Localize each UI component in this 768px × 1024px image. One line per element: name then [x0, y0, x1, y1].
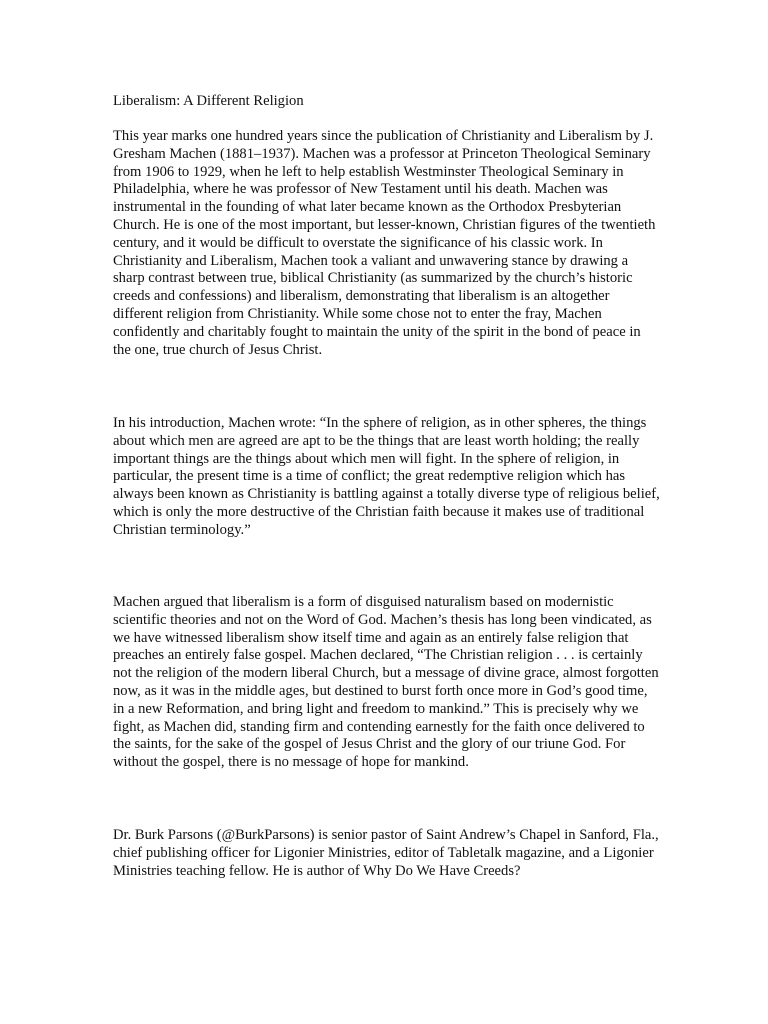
- paragraph-intro: This year marks one hundred years since the publication of Christianity and Liberalism by J. Gresham Machen (1881–1937). Machen was a professor at Princeton Theological Seminary from 1906 to 1929, when he left to help establish Westminster Theological Seminary in Philadelphia, where he was professor of New Testament until his death. Machen was instrumental in the founding of what later became known as the Orthodox Presbyterian Church. He is one of the most important, but lesser-known, Christian figures of the twentieth century, and it would be difficult to overstate the significance of his classic work. In Christianity and Liberalism, Machen took a valiant and unwavering stance by drawing a sharp contrast between true, biblical Christianity (as summarized by the church’s historic creeds and confessions) and liberalism, demonstrating that liberalism is an altogether different religion from Christianity. While some chose not to enter the fray, Machen confidently and charitably fought to maintain the unity of the spirit in the bond of peace in the one, true church of Jesus Christ.: [113, 128, 656, 358]
- paragraph-quote: In his introduction, Machen wrote: “In the sphere of religion, as in other spheres, the things about which men are agreed are apt to be the things that are least worth holding; the really important things are the things about which men will fight. In the sphere of religion, in particular, the present time is a time of conflict; the great redemptive religion which has always been known as Christianity is battling against a totally diverse type of religious belief, which is only the more destructive of the Christian faith because it makes use of traditional Christian terminology.”: [113, 415, 660, 538]
- document-title: Liberalism: A Different Religion: [113, 93, 304, 109]
- paragraph-argument: Machen argued that liberalism is a form of disguised naturalism based on modernistic scientific theories and not on the Word of God. Machen’s thesis has long been vindicated, as we have witnessed liberalism show itself time and again as an entirely false religion that preaches an entirely false gospel. Machen declared, “The Christian religion . . . is certainly not the religion of the modern liberal Church, but a message of divine grace, almost forgotten now, as it was in the middle ages, but destined to burst forth once more in God’s good time, in a new Reformation, and bring light and freedom to mankind.” This is precisely why we fight, as Machen did, standing firm and contending earnestly for the faith once delivered to the saints, for the sake of the gospel of Jesus Christ and the glory of our triune God. For without the gospel, there is no message of hope for mankind.: [113, 594, 659, 771]
- paragraph-author-bio: Dr. Burk Parsons (@BurkParsons) is senior pastor of Saint Andrew’s Chapel in Sanford, Fla., chief publishing officer for Ligonier Ministries, editor of Tabletalk magazine, and a Ligonier Ministries teaching fellow. He is author of Why Do We Have Creeds?: [113, 827, 659, 879]
